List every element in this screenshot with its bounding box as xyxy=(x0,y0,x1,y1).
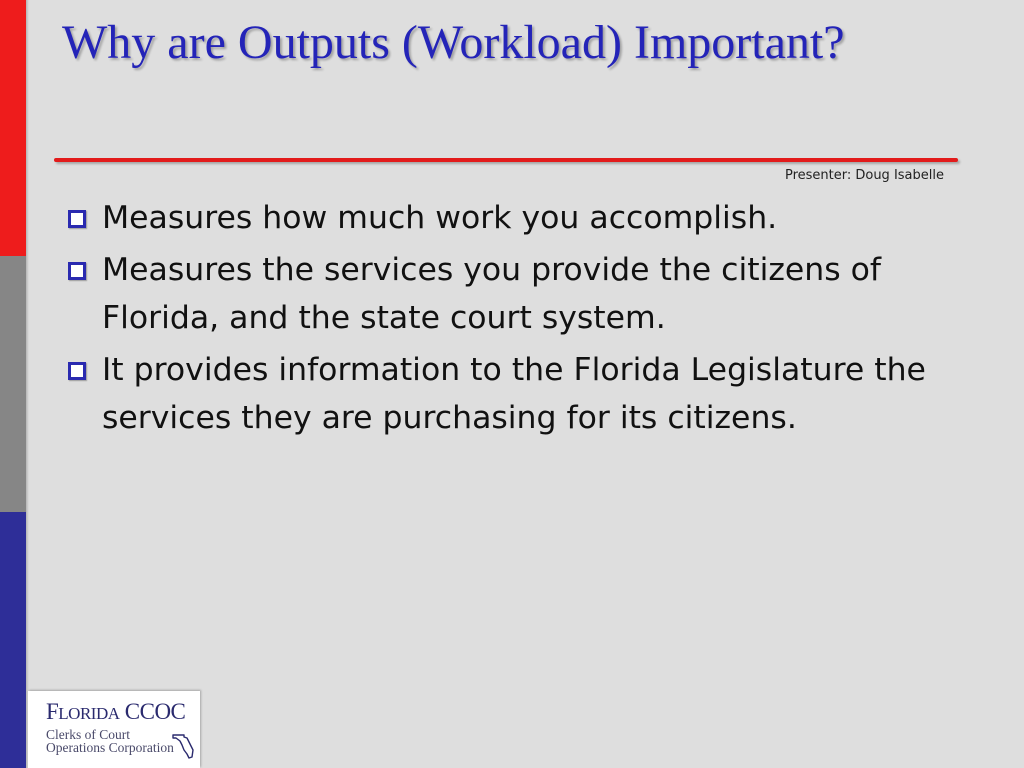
logo-acronym: CCOC xyxy=(124,699,186,724)
logo-name-rest: LORIDA xyxy=(58,704,120,723)
square-bullet-icon xyxy=(68,362,86,380)
bullet-item xyxy=(62,194,982,242)
title-underline xyxy=(54,158,958,162)
florida-ccoc-logo xyxy=(28,691,200,768)
logo-subtitle-line1: Clerks of Court xyxy=(46,727,130,742)
slide-title: Why are Outputs (Workload) Important? xyxy=(62,16,845,69)
bullet-text: Measures the services you provide the citizens of Florida, and the state court system. xyxy=(102,252,882,336)
sidebar-red-segment xyxy=(0,0,26,256)
logo-subtitle-line2: Operations Corporation xyxy=(46,740,174,755)
sidebar-blue-segment xyxy=(0,512,26,768)
sidebar-gray-segment xyxy=(0,256,26,512)
presenter-label: Presenter: Doug Isabelle xyxy=(784,168,944,183)
logo-initial: F xyxy=(46,699,59,724)
bullet-text: Measures how much work you accomplish. xyxy=(102,200,778,236)
sidebar-shadow xyxy=(26,0,29,768)
bullet-item xyxy=(62,246,982,342)
square-bullet-icon xyxy=(68,210,86,228)
bullet-item xyxy=(62,346,982,442)
florida-state-outline-icon xyxy=(172,733,194,759)
square-bullet-icon xyxy=(68,262,86,280)
bullet-text: It provides information to the Florida Legislature the services they are purchasing for its citizens. xyxy=(102,352,926,436)
bullet-list xyxy=(62,194,982,446)
logo-subtitle xyxy=(46,728,174,754)
logo-wordmark xyxy=(46,699,185,725)
